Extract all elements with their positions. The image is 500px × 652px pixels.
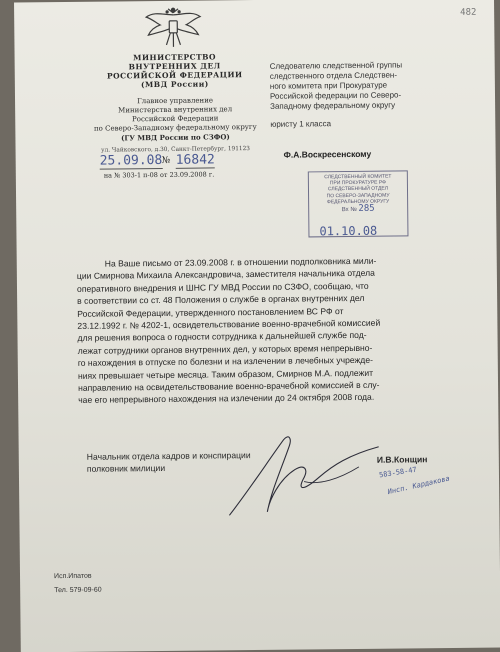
handwritten-phone: 583-58-47 xyxy=(378,465,418,480)
stamp-line: ПО СЕВЕРО-ЗАПАДНОМУ xyxy=(326,192,390,199)
org-line: (МВД России) xyxy=(140,79,209,90)
letter-body xyxy=(77,254,424,406)
body-line: чае его непрерывного нахождения на излечении до 24 октября 2008 года. xyxy=(78,392,375,406)
org-line: ВНУТРЕННИХ ДЕЛ xyxy=(128,61,221,72)
body-line: направлению на освидетельствование военно-врачебной комиссией в слу- xyxy=(78,379,380,393)
stamp-vh-label: Вх № xyxy=(341,206,357,214)
outgoing-date-handwritten: 25.09.08 xyxy=(99,152,163,169)
body-line: го нахождения в отпуске по болезни и на излечении в лечебных учрежде- xyxy=(77,355,373,369)
addressee-line: Российской федерации по Северо- xyxy=(269,90,402,101)
dept-line: Российской Федерации xyxy=(131,114,219,124)
body-line: Российской Федерации, утвержденного постановлением ВС РФ от xyxy=(77,305,344,319)
department-name xyxy=(85,96,265,143)
addressee-line: следственного отдела Следствен- xyxy=(269,70,398,81)
corner-page-number: 482 xyxy=(460,7,477,18)
body-line: 23.12.1992 г. № 4202-1, освидетельствование военно-врачебной комиссией xyxy=(77,317,381,331)
addressee-name: Ф.А.Воскресенскому xyxy=(283,148,372,160)
addressee-line: Западному федеральному округу xyxy=(270,100,396,111)
stamp-line: СЛЕДСТВЕННЫЙ КОМИТЕТ xyxy=(324,173,392,181)
addressee-line: ного комитета при Прокуратуре xyxy=(269,80,388,91)
body-line: в соответствии со ст. 48 Положения о службе в органах внутренних дел xyxy=(77,293,365,307)
executor-phone: Тел. 579-09-60 xyxy=(54,586,102,595)
body-line: оперативного внедрения и ШНС ГУ МВД России по СЗФО, сообщаю, что xyxy=(76,280,369,294)
org-line: МИНИСТЕРСТВО xyxy=(133,52,217,63)
dept-line: по Северо-Западному федеральному округу xyxy=(93,122,257,133)
position-line: полковник милиции xyxy=(86,462,166,474)
executor-name: Исп.Ипатов xyxy=(53,572,92,581)
handwritten-signature xyxy=(208,419,399,531)
reference-line: на № 303-1 п-08 от 23.09.2008 г. xyxy=(103,170,215,180)
handwritten-note: Инсп. Кардакова xyxy=(386,474,451,497)
stamp-vh xyxy=(309,205,407,213)
body-line: для решения вопроса о годности сотрудника к дальнейшей службе под- xyxy=(77,330,367,344)
signatory-name: И.В.Конщин xyxy=(376,454,428,465)
body-line: ниях превышает четыре месяца. Таким образом, Смирнов М.А. подлежит xyxy=(77,367,374,381)
executor-block xyxy=(54,570,102,598)
sender-address: ул. Чайковского, д.30, Санкт-Петербург, 191123 xyxy=(101,146,251,154)
stamp-date: 01.10.08 xyxy=(319,223,378,239)
organization-name xyxy=(85,52,265,90)
dept-line: (ГУ МВД России по СЗФО) xyxy=(120,132,230,143)
stamp-line: ПРИ ПРОКУРАТУРЕ РФ xyxy=(329,179,387,187)
addressee-line: Следователю следственной группы xyxy=(269,60,403,71)
org-line: РОССИЙСКОЙ ФЕДЕРАЦИИ xyxy=(106,70,243,81)
number-label: № xyxy=(161,155,171,166)
addressee-rank: юристу 1 класса xyxy=(270,119,332,129)
dept-line: Главное управление xyxy=(137,96,214,106)
stamp-line: СЛЕДСТВЕННЫЙ ОТДЕЛ xyxy=(327,186,389,193)
stamp-vh-number: 285 xyxy=(358,203,375,214)
incoming-stamp xyxy=(308,170,409,237)
double-headed-eagle-icon xyxy=(142,5,204,52)
body-line: лежат сотрудники органов внутренних дел, у которых время непрерывно- xyxy=(77,342,373,356)
dept-line: Министерства внутренних дел xyxy=(118,105,233,115)
stamp-line: ФЕДЕРАЛЬНОМУ ОКРУГУ xyxy=(326,198,390,206)
document-page xyxy=(14,0,500,652)
body-line: На Ваше письмо от 23.09.2008 г. в отношении подполковника мили- xyxy=(104,255,377,269)
addressee-block xyxy=(270,60,471,130)
position-line: Начальник отдела кадров и конспирации xyxy=(86,450,251,462)
body-line: ции Смирнова Михаила Александровича, заместителя начальника отдела xyxy=(76,268,375,282)
outgoing-number-handwritten: 16842 xyxy=(175,152,215,168)
